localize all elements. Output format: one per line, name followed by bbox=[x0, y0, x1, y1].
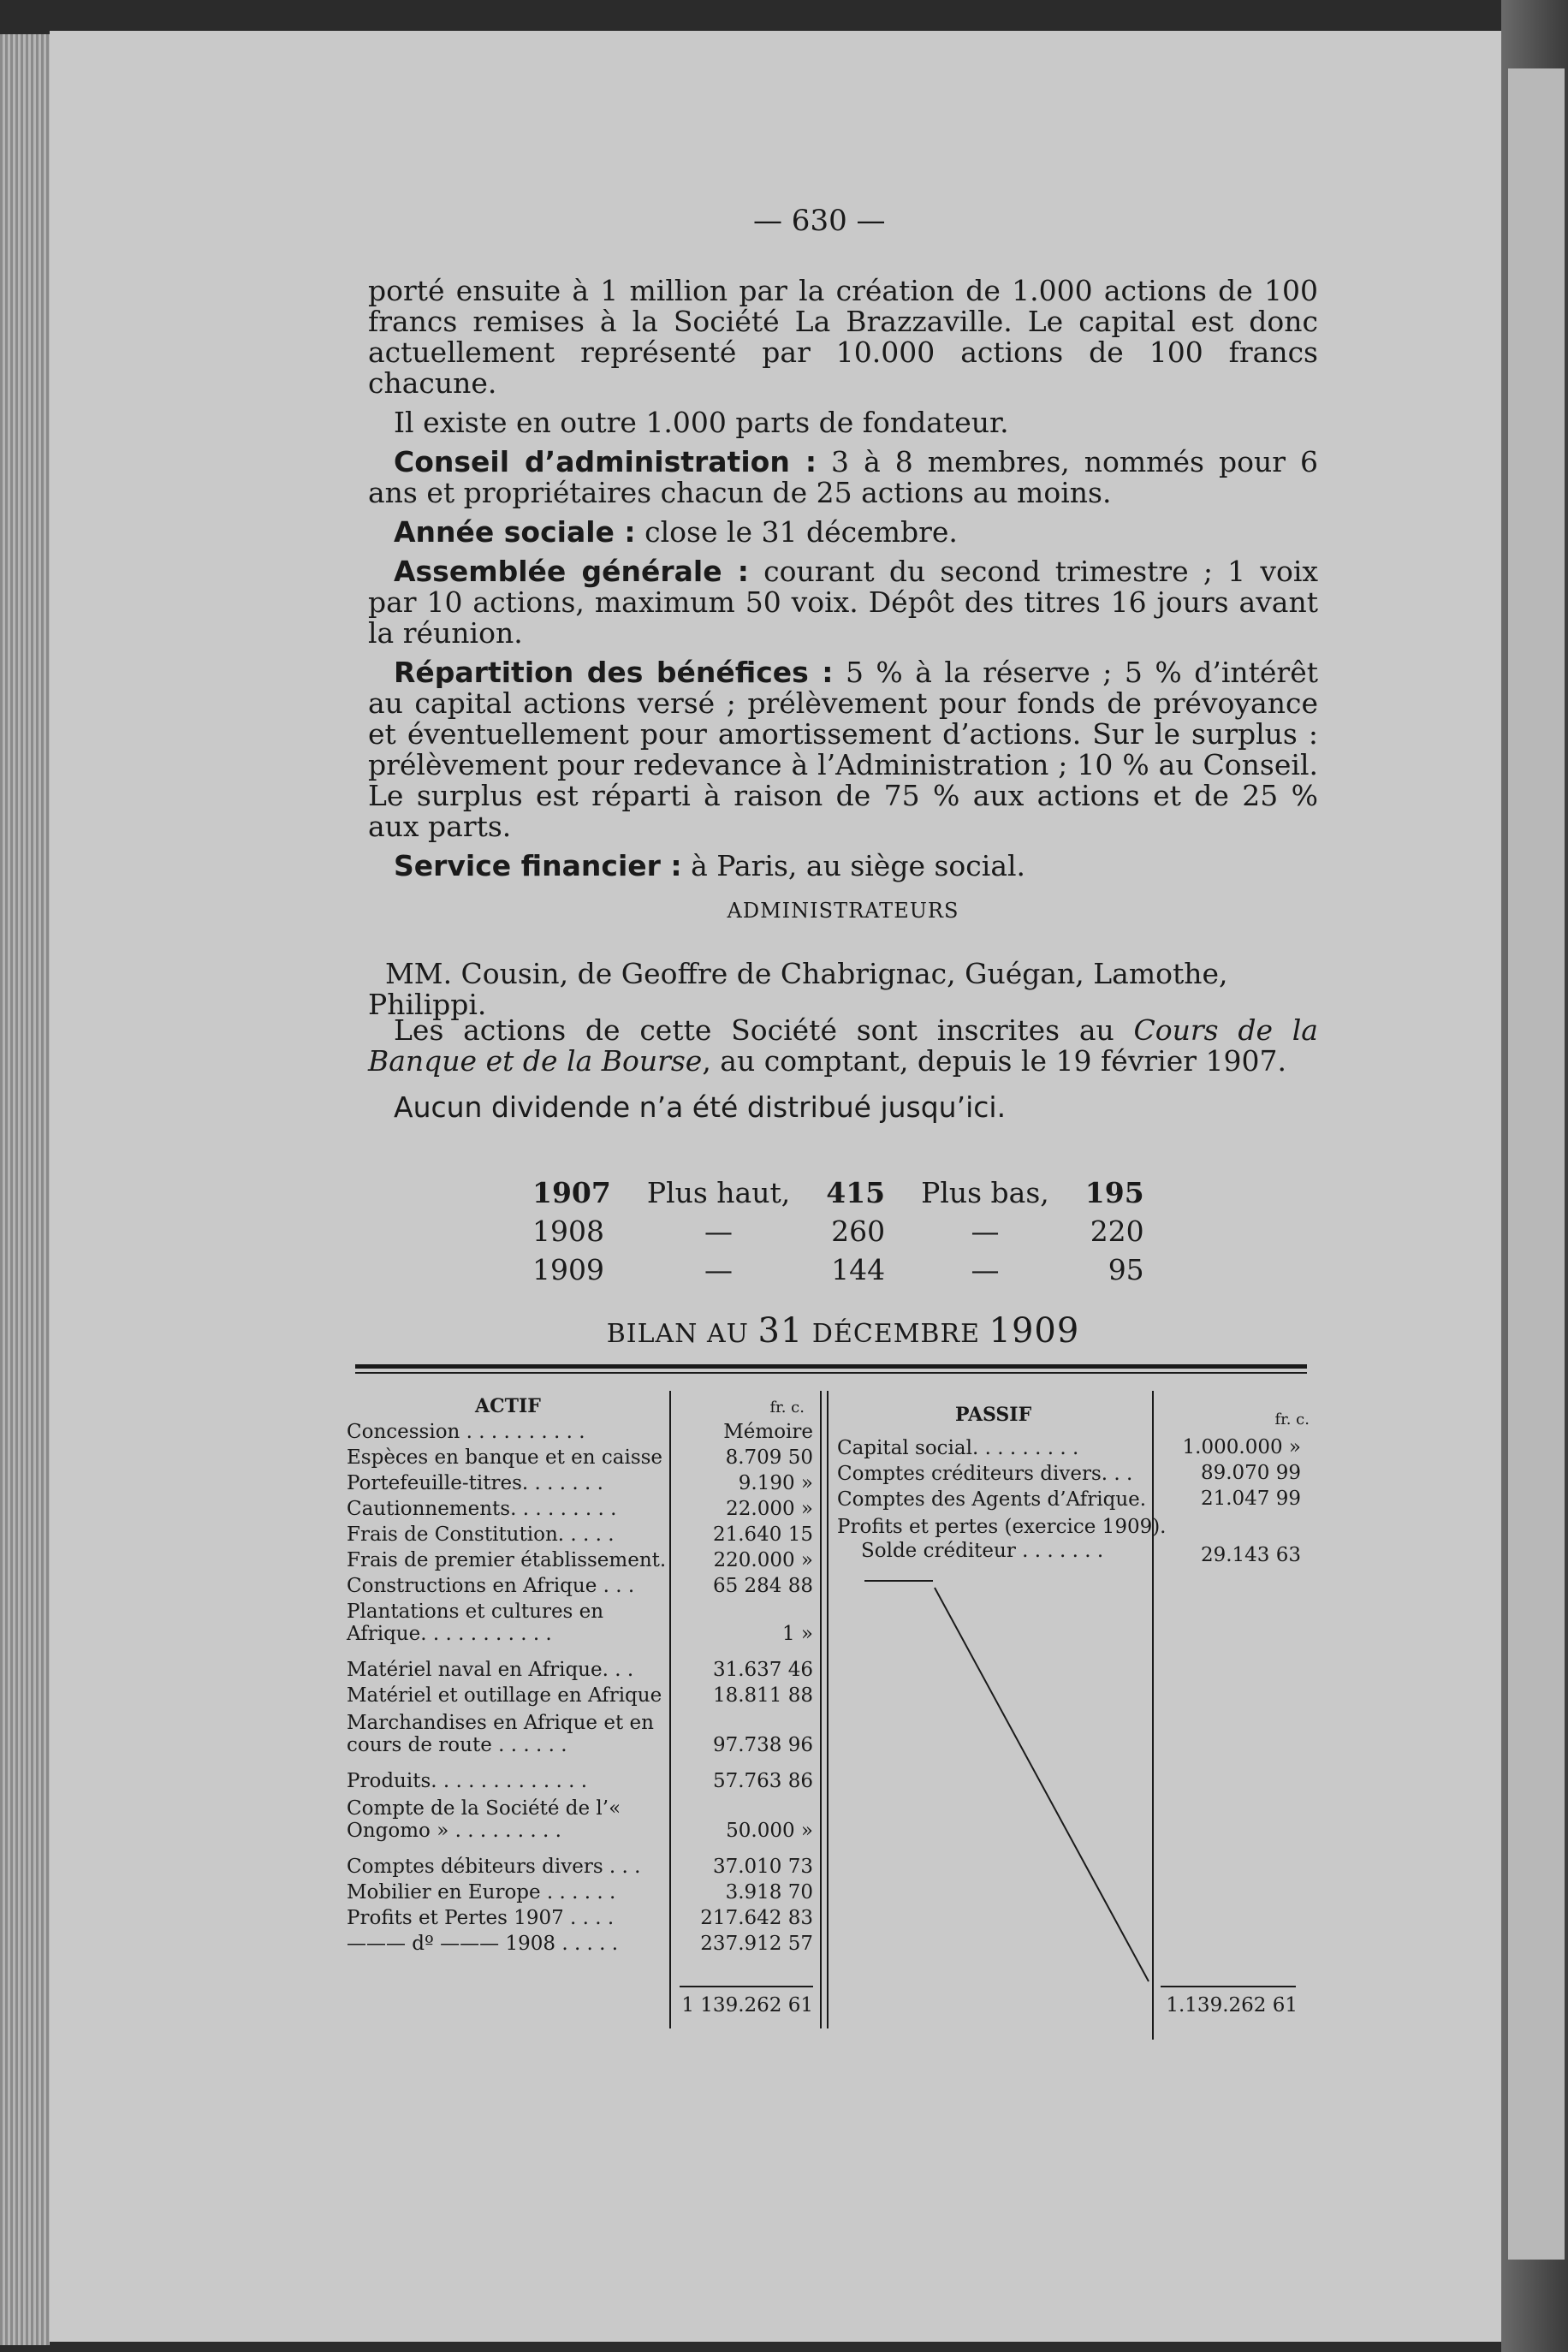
label-conseil: Conseil d’administration : bbox=[394, 445, 817, 478]
actif-item-amount: 3.918 70 bbox=[725, 1881, 813, 1904]
cotation-text bbox=[368, 1015, 1318, 1077]
cours-haut: 144 bbox=[831, 1253, 886, 1286]
paragraph-parts: Il existe en outre 1.000 parts de fondateur. bbox=[394, 406, 1009, 439]
paragraph-annee bbox=[368, 517, 1318, 548]
bilan-top-rule-thin bbox=[355, 1372, 1307, 1374]
bilan-title-a: BILAN AU bbox=[606, 1319, 749, 1349]
actif-item-amount: 1 » bbox=[781, 1623, 813, 1645]
actif-header: ACTIF bbox=[475, 1395, 541, 1417]
actif-item-label: Espèces en banque et en caisse bbox=[347, 1446, 663, 1469]
administrateurs-heading: ADMINISTRATEURS bbox=[727, 899, 959, 923]
actif-item-amount: 57.763 86 bbox=[712, 1770, 813, 1792]
actif-item-amount: 220.000 » bbox=[713, 1549, 813, 1571]
cours-bas: 95 bbox=[1108, 1253, 1144, 1286]
passif-total: 1.139.262 61 bbox=[1166, 1994, 1298, 2016]
actif-total: 1 139.262 61 bbox=[681, 1994, 813, 2016]
actif-item-amount: 217.642 83 bbox=[700, 1907, 813, 1929]
passif-item-amount: 1.000.000 » bbox=[1182, 1436, 1301, 1458]
actif-item-label: Produits. . . . . . . . . . . . . bbox=[347, 1770, 588, 1792]
bilan-title-day: 31 bbox=[757, 1311, 804, 1351]
passif-item-amount: 89.070 99 bbox=[1200, 1462, 1301, 1484]
cotation-part1: Les actions de cette Société sont inscrites au bbox=[394, 1013, 1134, 1047]
dividende-text: Aucun dividende n’a été distribué jusqu’ici. bbox=[394, 1090, 1007, 1124]
actif-item-amount: 18.811 88 bbox=[712, 1684, 813, 1707]
actif-item-label: Profits et Pertes 1907 . . . . bbox=[347, 1907, 615, 1929]
text-repartition: 5 % à la réserve ; 5 % d’intérêt au capital actions versé ; prélèvement pour fonds de prévoyance et éventuellement pour amortissement d’actions. Sur le surplus : prélèvement pour redevance à l’Administration ; 10 % au Conseil. Le surplus est réparti à raison de 75 % aux actions et de 25 % aux parts. bbox=[368, 656, 1318, 843]
text-annee: close le 31 décembre. bbox=[635, 515, 958, 549]
bilan-top-rule bbox=[355, 1364, 1307, 1369]
cotation-part3: , au comptant, depuis le 19 février 1907. bbox=[702, 1044, 1286, 1078]
actif-item-label: Frais de premier établissement. bbox=[347, 1549, 667, 1571]
paragraph-assemblee bbox=[368, 556, 1318, 649]
cours-year: 1908 bbox=[532, 1215, 604, 1248]
actif-item-amount: 8.709 50 bbox=[725, 1446, 813, 1469]
bilan-title-b: DÉCEMBRE bbox=[811, 1319, 980, 1349]
actif-item-amount: 21.640 15 bbox=[712, 1523, 813, 1546]
actif-item-amount: 65 284 88 bbox=[712, 1575, 813, 1597]
passif-header: PASSIF bbox=[955, 1404, 1032, 1426]
actif-units: fr. c. bbox=[769, 1399, 805, 1417]
filler-diagonal bbox=[856, 1579, 1164, 1990]
text-assemblee: courant du second trimestre ; 1 voix par 10 actions, maximum 50 voix. Dépôt des titres 16 jours avant la réunion. bbox=[368, 555, 1318, 650]
actif-item-label: Constructions en Afrique . . . bbox=[347, 1575, 635, 1597]
actif-item-label: Comptes débiteurs divers . . . bbox=[347, 1856, 641, 1878]
actif-item-amount: Mémoire bbox=[723, 1421, 813, 1443]
cours-haut: 260 bbox=[831, 1215, 886, 1248]
actif-item-label: Concession . . . . . . . . . . bbox=[347, 1421, 585, 1443]
cotation-cours: Cours de la Banque et de la Bourse bbox=[368, 1013, 1318, 1078]
actif-item-label: ——— dº ——— 1908 . . . . . bbox=[347, 1933, 619, 1955]
cours-bas: 195 bbox=[1084, 1176, 1144, 1209]
passif-units: fr. c. bbox=[1274, 1411, 1310, 1428]
actif-item-label: Matériel naval en Afrique. . . bbox=[347, 1659, 634, 1681]
actif-item-amount: 37.010 73 bbox=[712, 1856, 813, 1878]
cours-haut-label: — bbox=[704, 1253, 734, 1286]
center-line-1 bbox=[820, 1391, 822, 2028]
filler-diagonal-line bbox=[935, 1588, 1149, 1981]
cours-bas: 220 bbox=[1090, 1215, 1144, 1248]
bilan-title bbox=[368, 1311, 1318, 1351]
cours-row bbox=[515, 1174, 1161, 1211]
label-service: Service financier : bbox=[394, 849, 682, 882]
label-assemblee: Assemblée générale : bbox=[394, 555, 749, 588]
label-repartition: Répartition des bénéfices : bbox=[394, 656, 834, 689]
passif-item-amount: 29.143 63 bbox=[1200, 1544, 1301, 1566]
center-line-2 bbox=[827, 1391, 829, 2028]
book-spine-pages bbox=[0, 34, 50, 2345]
actif-item-amount: 9.190 » bbox=[738, 1472, 813, 1494]
cotation-paragraph bbox=[368, 1015, 1318, 1123]
cours-row bbox=[515, 1251, 1161, 1288]
passif-item-label: Solde créditeur . . . . . . . bbox=[861, 1540, 1104, 1562]
actif-item-label: Plantations et cultures en Afrique. . . . . . . . . . . bbox=[347, 1601, 604, 1645]
cours-year: 1909 bbox=[532, 1253, 604, 1286]
actif-item-amount: 22.000 » bbox=[726, 1498, 813, 1520]
passif-item-label: Capital social. . . . . . . . . bbox=[837, 1437, 1079, 1459]
actif-total-rule bbox=[680, 1986, 813, 1987]
actif-item-label: Marchandises en Afrique et en cours de route . . . . . . bbox=[347, 1712, 654, 1756]
text-conseil: 3 à 8 membres, nommés pour 6 ans et propriétaires chacun de 25 actions au moins. bbox=[368, 445, 1318, 509]
actif-item-amount: 50.000 » bbox=[726, 1820, 813, 1842]
page-number: — 630 — bbox=[753, 204, 886, 238]
cours-bas-label: — bbox=[971, 1253, 1000, 1286]
next-page-edge bbox=[1508, 68, 1565, 2260]
text-service: à Paris, au siège social. bbox=[681, 849, 1026, 882]
actif-item-amount: 97.738 96 bbox=[712, 1734, 813, 1756]
actif-item-label: Mobilier en Europe . . . . . . bbox=[347, 1881, 616, 1904]
administrateurs-names: MM. Cousin, de Geoffre de Chabrignac, Guégan, Lamothe, Philippi. bbox=[368, 957, 1228, 1021]
actif-item-label: Matériel et outillage en Afrique bbox=[347, 1684, 662, 1707]
passif-total-rule bbox=[1161, 1986, 1296, 1987]
paragraph-conseil bbox=[368, 447, 1318, 508]
actif-item-label: Compte de la Société de l’« Ongomo » . . . . . . . . . bbox=[347, 1797, 621, 1842]
actif-col-line bbox=[669, 1391, 671, 2028]
paragraph-repartition bbox=[368, 657, 1318, 842]
actif-item-label: Portefeuille-titres. . . . . . . bbox=[347, 1472, 603, 1494]
passif-item-label: Comptes des Agents d’Afrique. bbox=[837, 1488, 1147, 1511]
actif-item-amount: 237.912 57 bbox=[700, 1933, 813, 1955]
cours-haut-label: Plus haut, bbox=[646, 1176, 791, 1209]
label-annee: Année sociale : bbox=[394, 515, 636, 549]
paragraph-capital: porté ensuite à 1 million par la création de 1.000 actions de 100 francs remises à la Société La Brazzaville. Le capital est donc actuellement représenté par 10.000 actions de 100 francs chacune. bbox=[368, 274, 1318, 400]
actif-item-label: Frais de Constitution. . . . . bbox=[347, 1523, 615, 1546]
passif-item-label: Profits et pertes (exercice 1909). bbox=[837, 1516, 1167, 1538]
cours-bas-label: Plus bas, bbox=[921, 1176, 1049, 1209]
cours-row bbox=[515, 1213, 1161, 1250]
body-text bbox=[368, 276, 1318, 882]
cours-bas-label: — bbox=[971, 1215, 1000, 1248]
cours-table bbox=[514, 1173, 1163, 1290]
bilan-title-year: 1909 bbox=[989, 1311, 1080, 1351]
cours-haut: 415 bbox=[826, 1176, 886, 1209]
passif-item-label: Comptes créditeurs divers. . . bbox=[837, 1463, 1133, 1485]
cours-haut-label: — bbox=[704, 1215, 734, 1248]
passif-item-amount: 21.047 99 bbox=[1200, 1488, 1301, 1510]
cours-year: 1907 bbox=[532, 1176, 611, 1209]
paragraph-service bbox=[368, 851, 1318, 882]
actif-item-label: Cautionnements. . . . . . . . . bbox=[347, 1498, 617, 1520]
actif-item-amount: 31.637 46 bbox=[712, 1659, 813, 1681]
